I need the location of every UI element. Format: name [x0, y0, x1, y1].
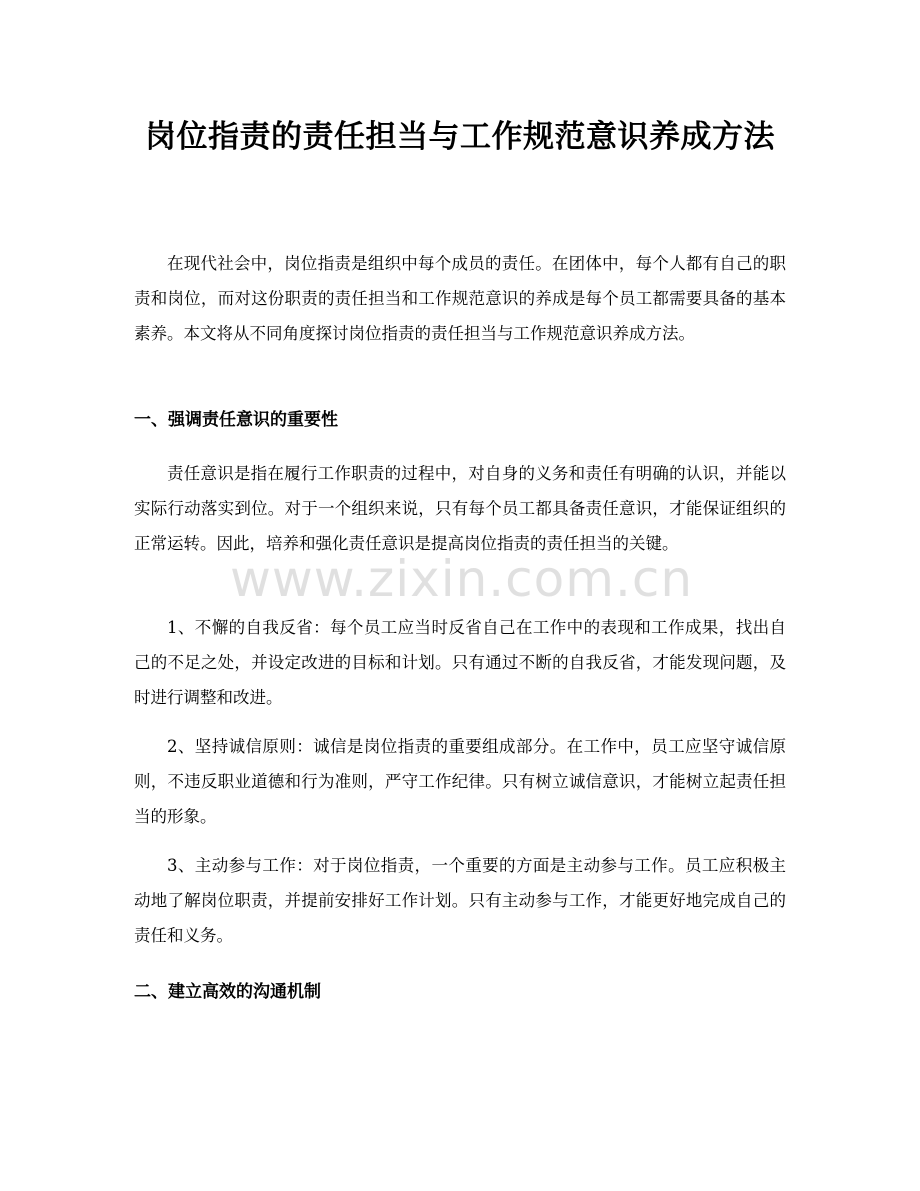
section-2-heading: 二、建立高效的沟通机制 — [134, 982, 321, 1002]
section-1-heading: 一、强调责任意识的重要性 — [134, 410, 338, 430]
intro-paragraph: 在现代社会中，岗位指责是组织中每个成员的责任。在团体中，每个人都有自己的职责和岗位，而对这份职责的责任担当和工作规范意识的养成是每个员工都需要具备的基本素养。本文将从不同角度探讨岗位指责的责任担当与工作规范意识养成方法。 — [134, 254, 786, 343]
document-title: 岗位指责的责任担当与工作规范意识养成方法 — [145, 119, 775, 155]
list-item-1: 1、不懈的自我反省：每个员工应当时反省自己在工作中的表现和工作成果，找出自己的不足之处，并设定改进的目标和计划。只有通过不断的自我反省，才能发现问题，及时进行调整和改进。 — [134, 618, 786, 707]
section-1-paragraph: 责任意识是指在履行工作职责的过程中，对自身的义务和责任有明确的认识，并能以实际行动落实到位。对于一个组织来说，只有每个员工都具备责任意识，才能保证组织的正常运转。因此，培养和强化责任意识是提高岗位指责的责任担当的关键。 — [134, 464, 786, 553]
watermark: www.zixin.com.cn — [230, 550, 694, 608]
list-item-3: 3、主动参与工作：对于岗位指责，一个重要的方面是主动参与工作。员工应积极主动地了解岗位职责，并提前安排好工作计划。只有主动参与工作，才能更好地完成自己的责任和义务。 — [134, 856, 786, 945]
list-item-2: 2、坚持诚信原则：诚信是岗位指责的重要组成部分。在工作中，员工应坚守诚信原则，不违反职业道德和行为准则，严守工作纪律。只有树立诚信意识，才能树立起责任担当的形象。 — [134, 737, 786, 826]
